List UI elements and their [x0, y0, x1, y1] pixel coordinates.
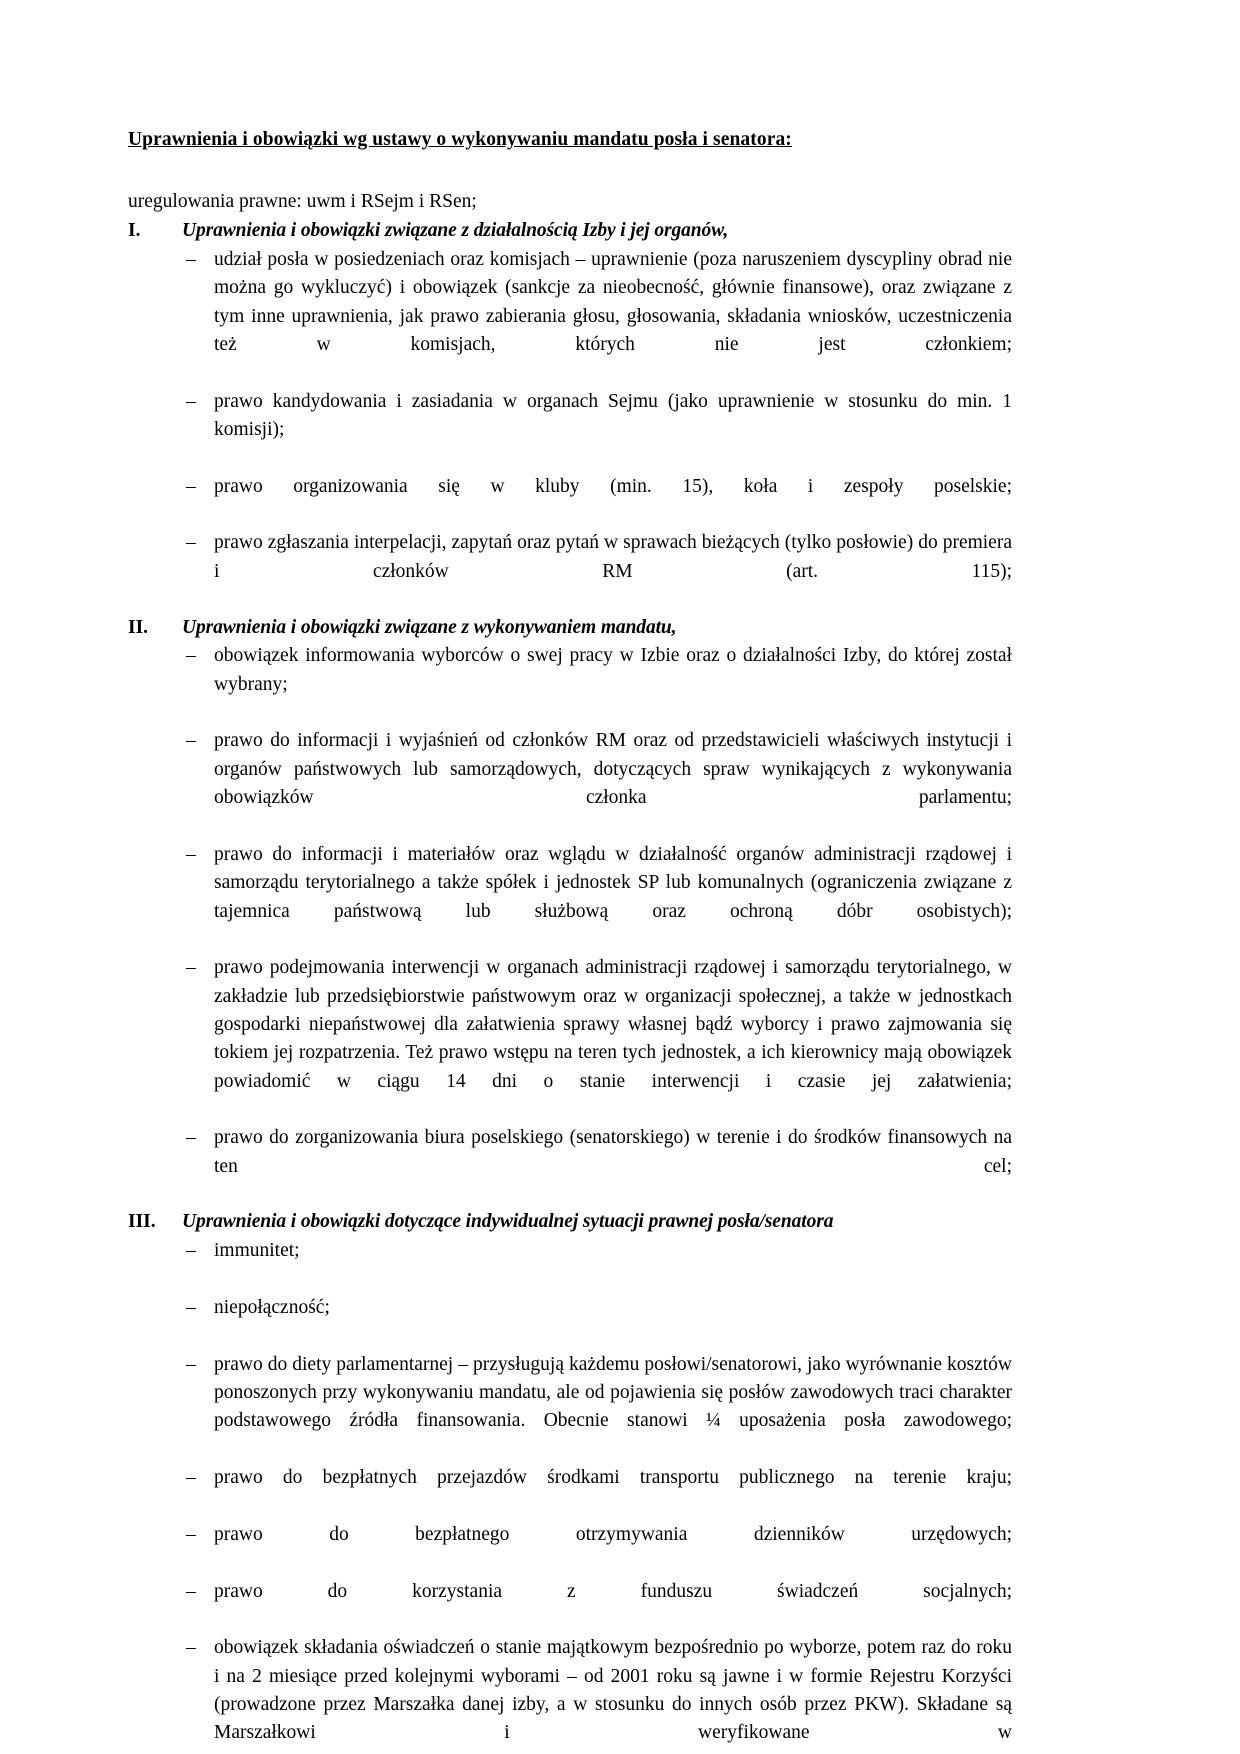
section-iii-title: Uprawnienia i obowiązki dotyczące indywidualnej sytuacji prawnej posła/senatora: [182, 1211, 834, 1233]
page-title: Uprawnienia i obowiązki wg ustawy o wykonywaniu mandatu posła i senatora:: [128, 129, 792, 150]
section-iii-bullet-list: [128, 1237, 1012, 1754]
list-item-text: – obowiązek informowania wyborców o swej pracy w Izbie oraz o działalności Izby, do której został wybrany;: [214, 645, 1012, 695]
list-item-text: – prawo organizowania się w kluby (min. 15), koła i zespoły poselskie;: [214, 475, 1012, 497]
list-item-text: – prawo do informacji i materiałów oraz wglądu w działalność organów administracji rządowej i samorządu terytorialnego a także spółek i jednostek SP lub komunalnych (ograniczenia związane z tajemnica państwową lub służbową oraz ochroną dóbr osobistych);: [214, 843, 1012, 922]
section-iii-heading: [128, 1209, 1012, 1235]
list-item-text: – prawo do bezpłatnych przejazdów środkami transportu publicznego na terenie kraju;: [214, 1467, 1012, 1489]
section-ii-title: Uprawnienia i obowiązki związane z wykonywaniem mandatu,: [182, 616, 677, 638]
section-i-title: Uprawnienia i obowiązki związane z działalnością Izby i jej organów,: [182, 220, 729, 242]
list-item: [128, 1634, 1012, 1754]
list-item: [128, 473, 1012, 530]
list-item: [128, 727, 1012, 840]
list-item: [128, 1578, 1012, 1635]
list-item-text: – prawo do diety parlamentarnej – przysługują każdemu posłowi/senatorowi, jako wyrównanie kosztów ponoszonych przy wykonywaniu mandatu, ale od pojawienia się posłów zawodowych traci charakter podstawowego źródła finansowania. Obecnie stanowi ¼ uposażenia posła zawodowego;: [214, 1353, 1012, 1432]
list-item-text: – prawo do bezpłatnego otrzymywania dzienników urzędowych;: [214, 1523, 1012, 1545]
section-ii-numeral: II.: [128, 616, 149, 638]
list-item: [128, 954, 1012, 1124]
list-item: [128, 529, 1012, 614]
list-item: [128, 1294, 1012, 1351]
section-i-heading: [128, 218, 1012, 244]
list-item: [128, 642, 1012, 727]
list-item-text: – udział posła w posiedzeniach oraz komisjach – uprawnienie (poza naruszeniem dyscypliny obrad nie można go wykluczyć) i obowiązek (sankcje za nieobecność, głównie finansowe), oraz związane z tym inne uprawnienia, jak prawo zabierania głosu, głosowania, składania wniosków, uczestniczenia też w komisjach, których nie jest członkiem;: [214, 248, 1012, 355]
section-ii-heading: [128, 615, 1012, 641]
list-item-text: – niepołączność;: [214, 1296, 330, 1318]
intro-paragraph: uregulowania prawne: uwm i RSejm i RSen;: [128, 191, 477, 213]
section-ii: [128, 615, 1012, 1210]
section-iii-numeral: III.: [128, 1211, 156, 1233]
list-item: [128, 388, 1012, 473]
list-item: [128, 841, 1012, 954]
list-item: [128, 1237, 1012, 1294]
section-i-bullet-list: [128, 246, 1012, 615]
list-item: [128, 246, 1012, 388]
list-item-text: – immunitet;: [214, 1240, 300, 1262]
section-i-numeral: I.: [128, 220, 141, 242]
list-item-text: – obowiązek składania oświadczeń o stanie majątkowym bezpośrednio po wyborze, potem raz do roku i na 2 miesiące przed kolejnymi wyborami – od 2001 roku są jawne i w formie Rejestru Korzyści (prowadzone przez Marszałka danej izby, a w stosunku do innych osób przez PKW). Składane są Marszałkowi i weryfikowane w: [214, 1637, 1012, 1744]
list-item-text: – prawo kandydowania i zasiadania w organach Sejmu (jako uprawnienie w stosunku do min. 1 komisji);: [214, 390, 1012, 441]
section-i: [128, 218, 1012, 614]
section-ii-bullet-list: [128, 642, 1012, 1209]
list-item-text: – prawo do korzystania z funduszu świadczeń socjalnych;: [214, 1580, 1012, 1602]
list-item-text: – prawo zgłaszania interpelacji, zapytań oraz pytań w sprawach bieżących (tylko posłowie) do premiera i członków RM (art. 115);: [214, 532, 1012, 582]
list-item: [128, 1521, 1012, 1578]
section-iii: [128, 1209, 1012, 1754]
list-item: [128, 1351, 1012, 1464]
list-item: [128, 1124, 1012, 1209]
list-item-text: – prawo do zorganizowania biura poselskiego (senatorskiego) w terenie i do środków finansowych na ten cel;: [214, 1127, 1012, 1177]
list-item-text: – prawo podejmowania interwencji w organach administracji rządowej i samorządu terytorialnego, w zakładzie lub przedsiębiorstwie państwowym oraz w organizacji społecznej, a także w jednostkach gospodarki niepaństwowej dla załatwienia sprawy własnej bądź wyborcy i prawo zajmowania się tokiem jej rozpatrzenia. Też prawo wstępu na teren tych jednostek, a ich kierownicy mają obowiązek powiadomić w ciągu 14 dni o stanie interwencji i czasie jej załatwienia;: [214, 957, 1012, 1092]
list-item: [128, 1464, 1012, 1521]
list-item-text: – prawo do informacji i wyjaśnień od członków RM oraz od przedstawicieli właściwych instytucji i organów państwowych lub samorządowych, dotyczących spraw wynikających z wykonywania obowiązków członka parlamentu;: [214, 730, 1012, 809]
